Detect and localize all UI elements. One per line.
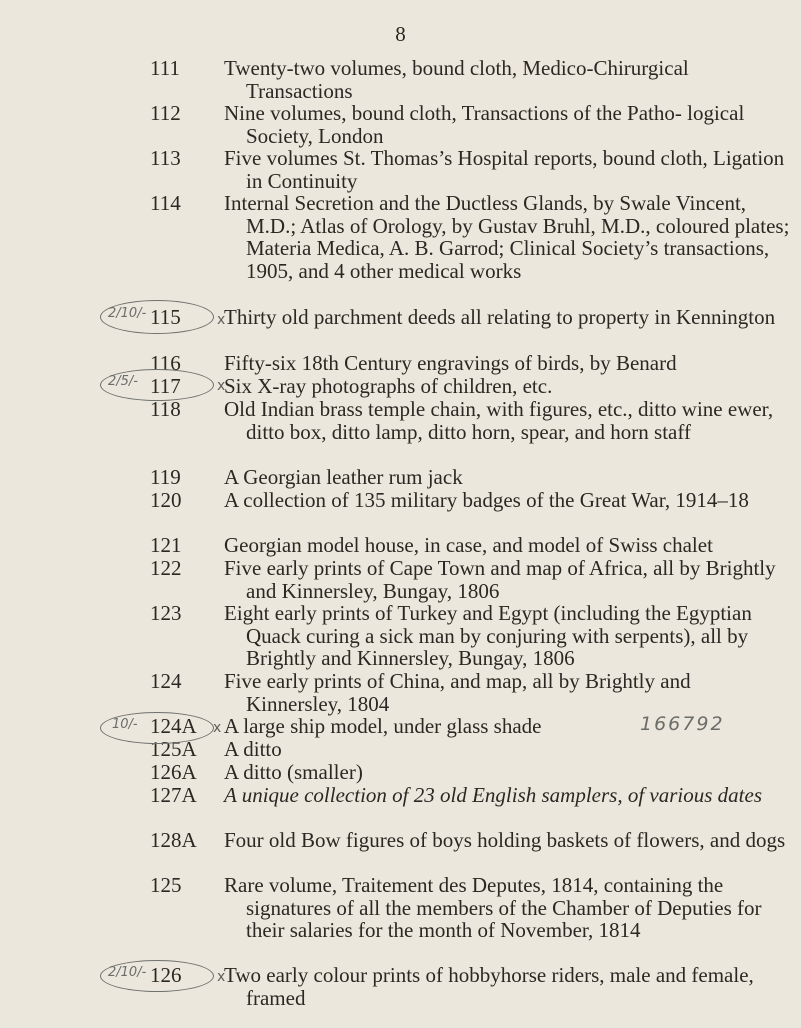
handwritten-price: 10/-: [112, 717, 138, 732]
lot-number: 118: [150, 397, 181, 421]
lot-number: 127A: [150, 783, 197, 807]
lot-description: A large ship model, under glass shade: [224, 714, 542, 738]
lot-number: 124A: [150, 714, 197, 738]
lot-description: Four old Bow figures of boys holding baskets of flowers, and dogs: [224, 828, 786, 852]
handwritten-price: 2/10/-: [108, 965, 147, 980]
lot-description: Georgian model house, in case, and model of Swiss chalet: [224, 533, 713, 557]
lot-description: Eight early prints of Turkey and Egypt (including the Egyptian Quack curing a sick man by conjuring with serpents), all by Brightly and Kinnersley, Bungay, 1806: [224, 601, 752, 671]
lot-description: A collection of 135 military badges of the Great War, 1914–18: [224, 488, 749, 512]
lot-description: Two early colour prints of hobbyhorse riders, male and female, framed: [224, 963, 754, 1010]
lot-number: 121: [150, 533, 182, 557]
lot-number: 120: [150, 488, 182, 512]
lot-description: Fifty-six 18th Century engravings of birds, by Benard: [224, 351, 677, 375]
lot-number: 119: [150, 465, 181, 489]
lot-description: A ditto: [224, 737, 282, 761]
lot-description: Old Indian brass temple chain, with figures, etc., ditto wine ewer, ditto box, ditto lamp, ditto horn, spear, and horn staff: [224, 397, 774, 444]
page-number: 8: [395, 22, 406, 46]
lot-description: Six X-ray photographs of children, etc.: [224, 374, 553, 398]
handwritten-price: 2/10/-: [108, 306, 147, 321]
lot-number: 126: [150, 963, 182, 987]
lot-description: Internal Secretion and the Ductless Glands, by Swale Vincent, M.D.; Atlas of Orology, by Gustav Bruhl, M.D., coloured plates; Materia Medica, A. B. Garrod; Clinical Society’s transactions, 1905, and 4 other medical works: [224, 191, 790, 283]
lot-description: A Georgian leather rum jack: [224, 465, 463, 489]
tick-mark: x: [217, 969, 226, 985]
lot-number: 117: [150, 374, 181, 398]
lot-number: 126A: [150, 760, 197, 784]
lot-number: 113: [150, 146, 181, 170]
lot-description: Thirty old parchment deeds all relating to property in Kennington: [224, 305, 776, 329]
lot-number: 112: [150, 101, 181, 125]
lot-description: Nine volumes, bound cloth, Transactions of the Patho- logical Society, London: [224, 101, 745, 148]
lot-number: 122: [150, 556, 182, 580]
lot-number: 123: [150, 601, 182, 625]
lot-description: A unique collection of 23 old English samplers, of various dates: [224, 783, 762, 807]
lot-description: Five early prints of China, and map, all by Brightly and Kinnersley, 1804: [224, 669, 691, 716]
lot-number: 111: [150, 56, 180, 80]
lot-description: Five volumes St. Thomas’s Hospital reports, bound cloth, Ligation in Continuity: [224, 146, 785, 193]
lot-number: 124: [150, 669, 182, 693]
handwritten-buyer-number: 166792: [640, 713, 725, 735]
tick-mark: x: [217, 312, 226, 328]
handwritten-price: 2/5/-: [108, 374, 138, 389]
lot-number: 125: [150, 873, 182, 897]
lot-description: Five early prints of Cape Town and map of Africa, all by Brightly and Kinnersley, Bungay, 1806: [224, 556, 776, 603]
tick-mark: x: [213, 720, 222, 736]
lot-number: 125A: [150, 737, 197, 761]
lot-number: 116: [150, 351, 181, 375]
lot-number: 115: [150, 305, 181, 329]
lot-description: A ditto (smaller): [224, 760, 363, 784]
lot-description: Rare volume, Traitement des Deputes, 1814, containing the signatures of all the members of the Chamber of Deputies for their salaries for the month of November, 1814: [224, 873, 762, 943]
tick-mark: x: [217, 378, 226, 394]
lot-description: Twenty-two volumes, bound cloth, Medico-Chirurgical Transactions: [224, 56, 689, 103]
lot-number: 128A: [150, 828, 197, 852]
lot-number: 114: [150, 191, 181, 215]
